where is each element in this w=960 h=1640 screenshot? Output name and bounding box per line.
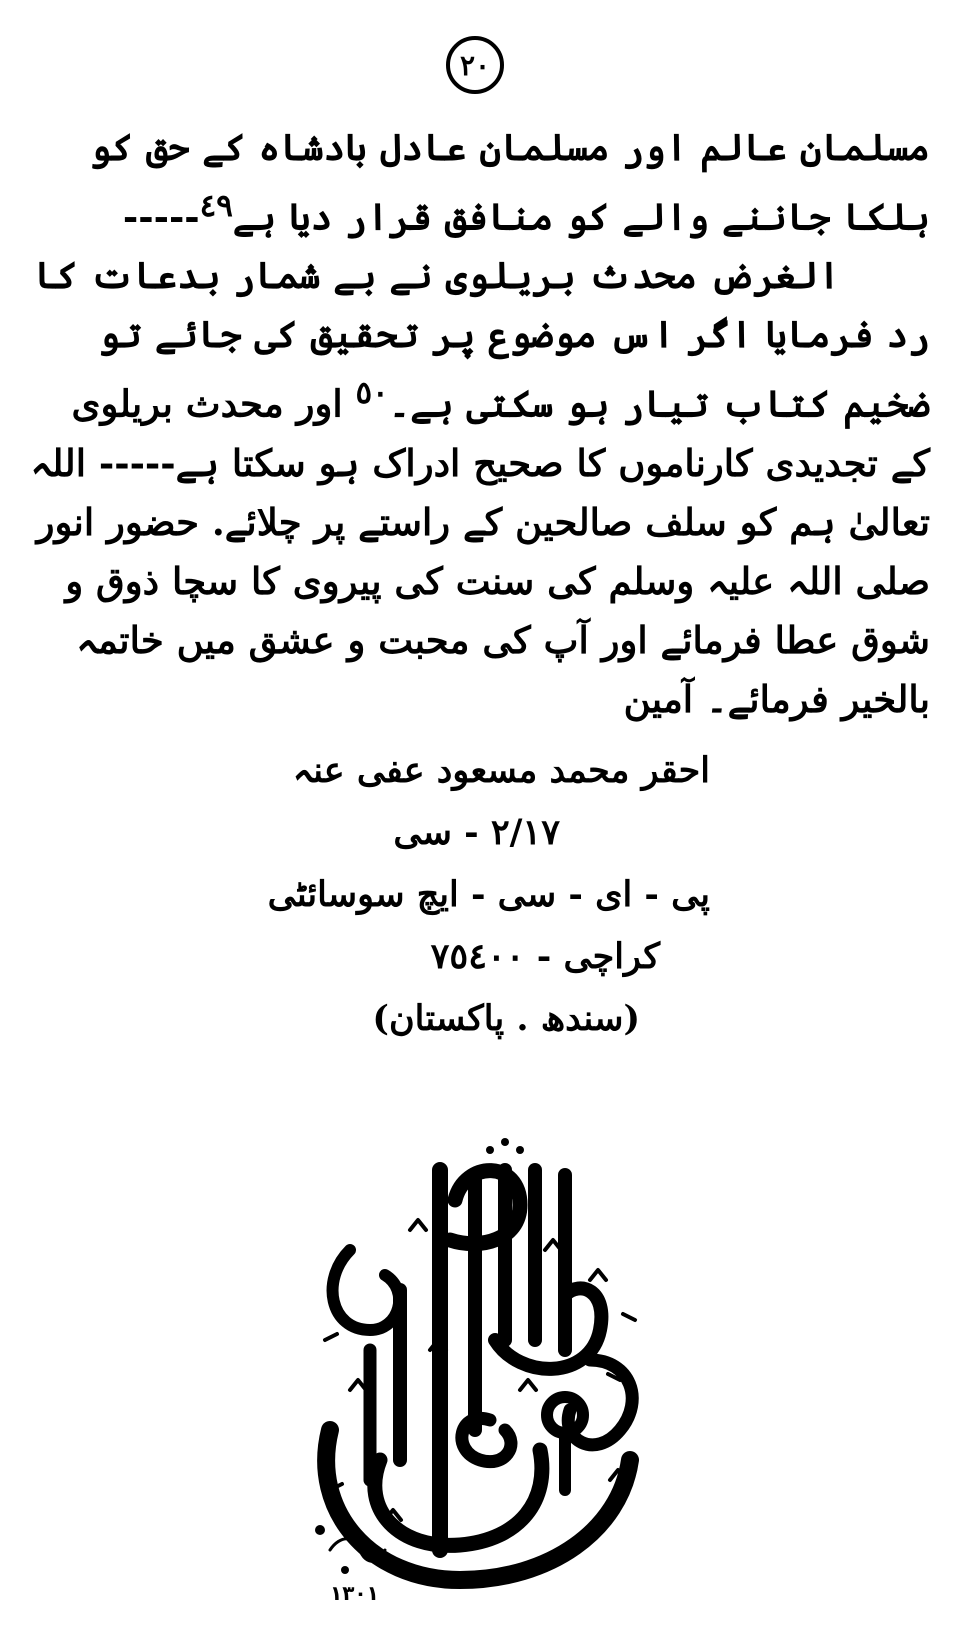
signature-city: کراچی - ٧٥٤٠٠ [430, 936, 660, 977]
calligraphy-seal-icon [290, 1130, 680, 1610]
signature-society: پی - ای - سی - ایچ سوسائٹی [267, 874, 710, 915]
body-text [30, 118, 930, 729]
paragraph-2-text-b: اور محدث بریلوی کے تجدیدی کارناموں کا صحیح ادراک ہو سکتا ہے----- اللہ تعالیٰ ہم کو سلف صالحین کے راستے پر چلائے. حضور انور صلی اللہ علیہ وسلم کی سنت کی پیروی کا سچا ذوق و شوق عطا فرمائے اور آپ کی محبت و عشق میں خاتمہ بالخیر فرمائے۔ آمین [30, 381, 930, 721]
paragraph-1-dashes: ----- [122, 194, 200, 239]
calligraphy-year: ١٣٠١ [330, 1581, 379, 1605]
page-number: ٢٠ [459, 48, 491, 82]
signature-block [267, 740, 710, 1050]
signature-house: ٢/١٧ - سی [393, 812, 560, 853]
footnote-49: ٤٩ [199, 188, 233, 224]
page-number-badge [446, 36, 504, 94]
signature-region: (سندھ . پاکستان) [372, 998, 640, 1039]
paragraph-2-text-a: الغرض محدث بریلوی نے بے شمار بدعات کا رد فرمایا اگر اس موضوع پر تحقیق کی جائے تو ضخیم کتاب تیار ہو سکتی ہے۔ [34, 253, 930, 426]
signature-name: احقر محمد مسعود عفی عنہ [292, 750, 710, 791]
paragraph-1-text: مسلمان عالم اور مسلمان عادل بادشاہ کے حق کو ہلکا جاننے والے کو منافق قرار دیا ہے [89, 125, 930, 239]
paragraph-2 [30, 246, 930, 728]
footnote-50: ٥٠ [355, 375, 389, 412]
paragraph-1 [30, 118, 930, 246]
